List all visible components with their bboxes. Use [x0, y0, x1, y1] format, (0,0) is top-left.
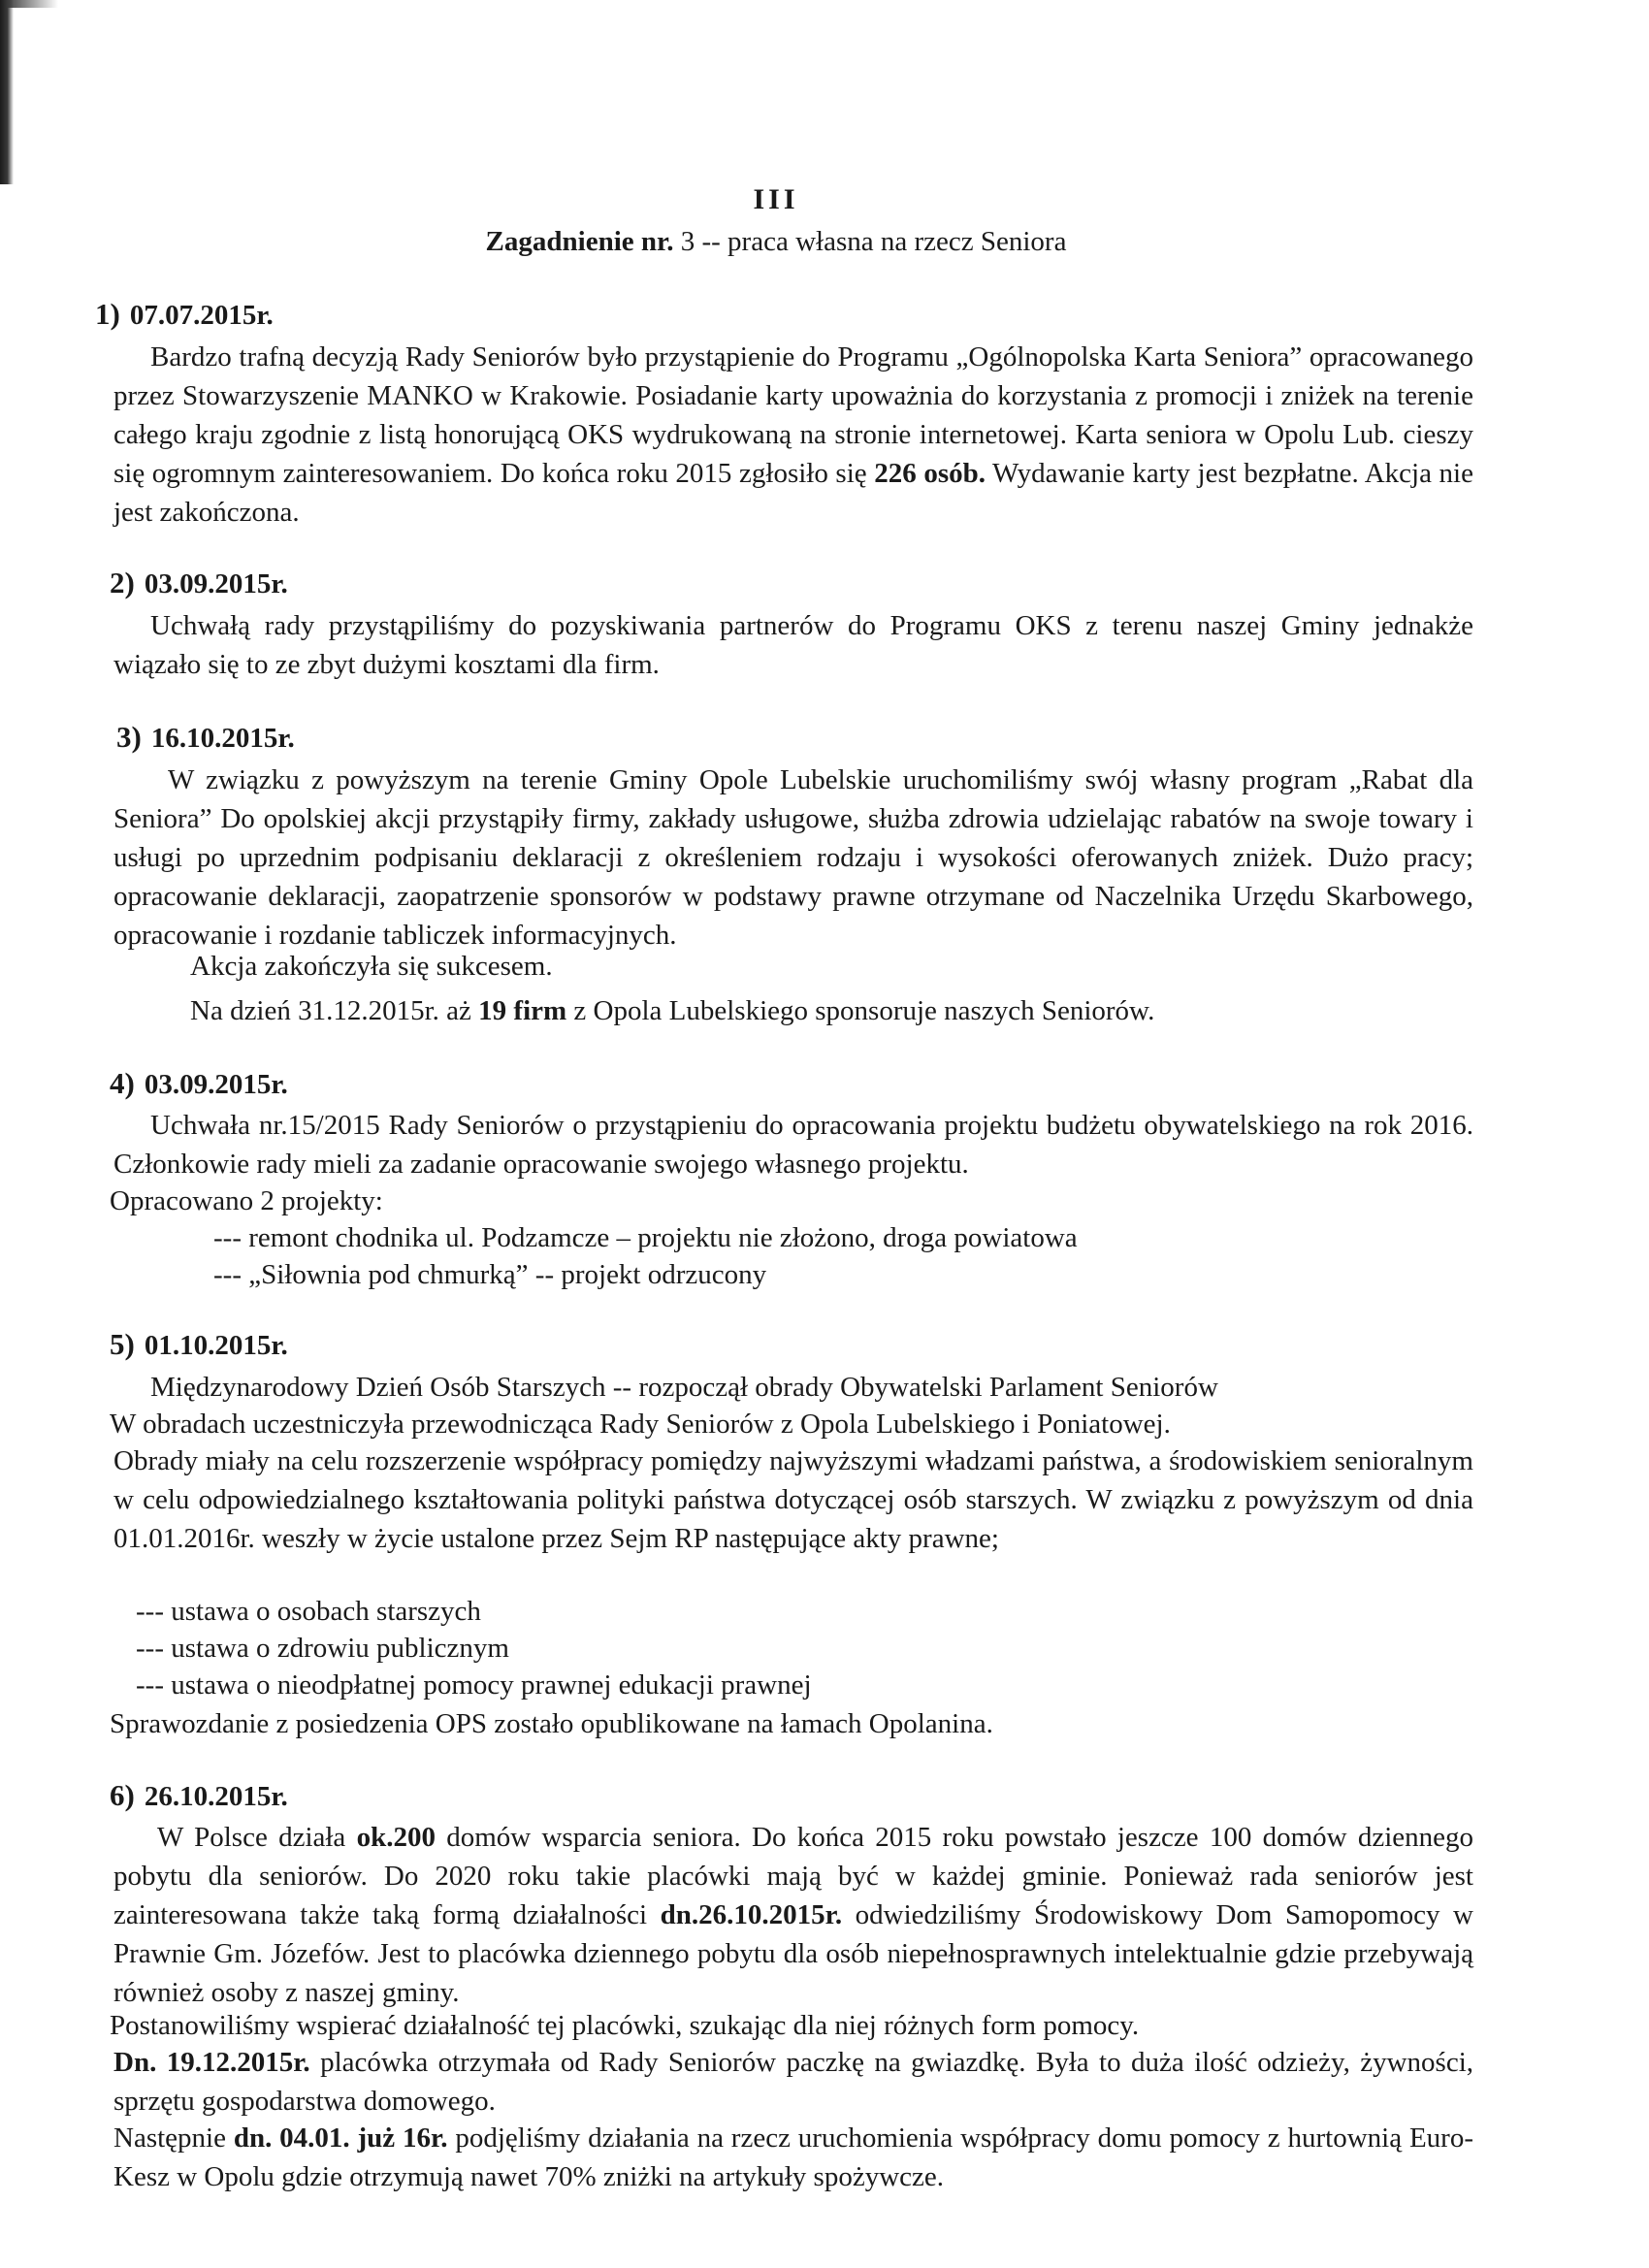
title-bold: Zagadnienie nr. — [485, 226, 674, 257]
section-date: 16.10.2015r. — [150, 723, 295, 754]
section-date: 01.10.2015r. — [144, 1330, 288, 1361]
section-number: 3) — [116, 720, 142, 754]
list-item: --- ustawa o osobach starszych — [136, 1596, 481, 1627]
section-4-heading — [110, 1064, 288, 1104]
section-6-gift-paragraph: Dn. 19.12.2015r. placówka otrzymała od Rady Seniorów paczkę na gwiazdkę. Była to duża ilość odzieży, żywności, sprzętu gospodarstwa domowego. — [113, 2047, 1473, 2117]
section-number: 4) — [110, 1066, 135, 1100]
list-item: --- ustawa o nieodpłatnej pomocy prawnej edukacji prawnej — [136, 1669, 812, 1701]
section-4-paragraph: Uchwała nr.15/2015 Rady Seniorów o przystąpieniu do opracowania projektu budżetu obywatelskiego na rok 2016. Członkowie rady mieli za zadanie opracowanie swojego własnego projektu. — [113, 1110, 1473, 1180]
section-6-cooperation-paragraph: Następnie dn. 04.01. już 16r. podjęliśmy działania na rzecz uruchomienia współpracy domu pomocy z hurtownią Euro-Kesz w Opolu gdzie otrzymują nawet 70% zniżki na artykuły spożywcze. — [113, 2122, 1473, 2192]
highlight-count: 226 osób. — [874, 458, 986, 489]
section-5-participants: W obradach uczestniczyła przewodnicząca Rady Seniorów z Opola Lubelskiego i Poniatowej. — [110, 1409, 1171, 1440]
section-6-support-note: Postanowiliśmy wspierać działalność tej placówki, szukając dla niej różnych form pomocy. — [110, 2010, 1140, 2041]
section-number: 5) — [110, 1327, 135, 1361]
highlight-cooperation-date: dn. 04.01. już 16r. — [233, 2122, 448, 2154]
list-item: --- remont chodnika ul. Podzamcze – projektu nie złożono, droga powiatowa — [213, 1222, 1078, 1253]
section-6-heading — [110, 1776, 288, 1816]
document-title — [0, 222, 1552, 261]
highlight-firms: 19 firm — [478, 995, 567, 1026]
section-date: 03.09.2015r. — [144, 568, 288, 599]
section-3-heading — [116, 718, 295, 758]
section-date: 07.07.2015r. — [129, 300, 274, 331]
section-5-intro: Międzynarodowy Dzień Osób Starszych -- rozpoczął obrady Obywatelski Parlament Seniorów — [150, 1372, 1218, 1403]
section-1-paragraph: Bardzo trafną decyzją Rady Seniorów było przystąpienie do Programu „Ogólnopolska Karta Seniora” opracowanego przez Stowarzyszenie MANKO w Krakowie. Posiadanie karty upoważnia do korzystania z promocji i zniżek na terenie całego kraju zgodnie z listą honorującą OKS wydrukowaną na stronie internetowej. Karta seniora w Opolu Lub. cieszy się ogromnym zainteresowaniem. Do końca roku 2015 zgłosiło się 226 osób. Wydawanie karty jest bezpłatne. Akcja nie jest zakończona. — [113, 341, 1473, 528]
title-rest: 3 -- praca własna na rzecz Seniora — [680, 226, 1067, 257]
section-5-paragraph: Obrady miały na celu rozszerzenie współpracy pomiędzy najwyższymi władzami państwa, a środowiskiem senioralnym w celu odpowiedzialnego kształtowania polityki państwa dotyczącej osób starszych. W związku z powyższym od dnia 01.01.2016r. weszły w życie ustalone przez Sejm RP następujące akty prawne; — [113, 1445, 1473, 1554]
highlight-homes: ok.200 — [356, 1822, 436, 1853]
section-2-paragraph: Uchwałą rady przystąpiliśmy do pozyskiwania partnerów do Programu OKS z terenu naszej Gminy jednakże wiązało się to ze zbyt dużymi kosztami dla firm. — [113, 610, 1473, 680]
section-3-paragraph: W związku z powyższym na terenie Gminy Opole Lubelskie uruchomiliśmy swój własny program „Rabat dla Seniora” Do opolskiej akcji przystąpiły firmy, zakłady usługowe, służba zdrowia udzielając rabatów na swoje towary i usługi po uprzednim podpisaniu deklaracji z określeniem rodzaju i wysokości oferowanych zniżek. Dużo pracy; opracowanie deklaracji, zaopatrzenie sponsorów w podstawy prawne otrzymane od Naczelnika Urzędu Skarbowego, opracowanie i rozdanie tabliczek informacyjnych. — [113, 764, 1473, 951]
highlight-visit-date: dn.26.10.2015r. — [660, 1899, 843, 1930]
section-4-projects-label: Opracowano 2 projekty: — [110, 1185, 383, 1216]
section-5-report-note: Sprawozdanie z posiedzenia OPS zostało opublikowane na łamach Opolanina. — [110, 1708, 993, 1739]
section-2-heading — [110, 564, 288, 603]
list-item: --- „Siłownia pod chmurką” -- projekt odrzucony — [213, 1259, 767, 1290]
section-date: 26.10.2015r. — [144, 1781, 288, 1812]
section-5-heading — [110, 1325, 288, 1365]
section-1-heading — [95, 295, 274, 335]
section-3-result: Akcja zakończyła się sukcesem. — [190, 951, 553, 982]
section-number: 1) — [95, 297, 120, 331]
section-roman-numeral: III — [753, 183, 799, 215]
list-item: --- ustawa o zdrowiu publicznym — [136, 1633, 509, 1664]
section-3-summary: Na dzień 31.12.2015r. aż 19 firm z Opola Lubelskiego sponsoruje naszych Seniorów. — [190, 995, 1155, 1026]
section-date: 03.09.2015r. — [144, 1069, 288, 1100]
section-number: 6) — [110, 1778, 135, 1812]
section-6-paragraph: W Polsce działa ok.200 domów wsparcia seniora. Do końca 2015 roku powstało jeszcze 100 domów dziennego pobytu dla seniorów. Do 2020 roku takie placówki mają być w każdej gminie. Ponieważ rada seniorów jest zainteresowana także taką formą działalności dn.26.10.2015r. odwiedziliśmy Środowiskowy Dom Samopomocy w Prawnie Gm. Józefów. Jest to placówka dziennego pobytu dla osób niepełnosprawnych intelektualnie gdzie przebywają również osoby z naszej gminy. — [113, 1822, 1473, 2008]
section-number: 2) — [110, 566, 135, 599]
highlight-gift-date: Dn. 19.12.2015r. — [113, 2047, 310, 2078]
